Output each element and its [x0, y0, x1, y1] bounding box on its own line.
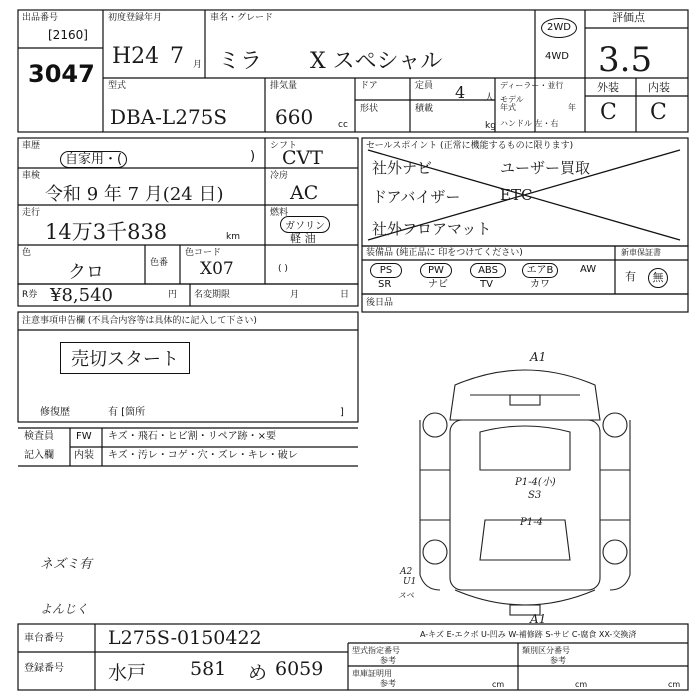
- color-code: X07: [200, 259, 234, 279]
- cat-label: 類別区分番号: [522, 646, 570, 655]
- diagram-front: A1: [530, 350, 547, 364]
- int-label: 内装: [648, 81, 670, 94]
- ext-grade: C: [600, 100, 617, 125]
- reg-era: H24: [112, 44, 160, 69]
- recycle-label: R券: [22, 290, 38, 300]
- equip-pw: PW: [420, 263, 452, 278]
- load-label: 積載: [415, 104, 434, 114]
- sales-item-5: 社外フロアマット: [372, 220, 492, 238]
- equip-aw: AW: [580, 264, 597, 275]
- type-cert-label: 型式指定番号: [352, 646, 400, 655]
- repair-close: ]: [340, 407, 344, 418]
- ac: AC: [290, 182, 319, 204]
- recycle-value: ¥8,540: [50, 285, 113, 306]
- sales-item-1: 社外ナビ: [372, 159, 433, 177]
- grade: X スペシャル: [310, 49, 443, 74]
- inspector-label-2: 記入欄: [24, 450, 54, 461]
- expiry-day: 日: [340, 290, 350, 300]
- cert-label: 車庫証明用: [352, 669, 392, 678]
- lot-number: 3047: [28, 60, 95, 88]
- chassis-label: 車台番号: [24, 633, 64, 644]
- plate-kana: め: [248, 662, 268, 684]
- sales-item-2: ユーザー買取: [500, 159, 591, 177]
- repair-value: 有 [箇所: [108, 407, 146, 418]
- cc-unit: cc: [338, 120, 348, 130]
- equip-leather: カワ: [530, 279, 550, 290]
- equip-ps: PS: [370, 263, 402, 278]
- plate-area: 水戸: [108, 662, 147, 684]
- mileage-label: 走行: [22, 208, 41, 218]
- kg-unit: kg: [485, 121, 496, 131]
- expiry-label: 名変期限: [194, 290, 231, 300]
- name-label: 車名・グレード: [210, 13, 274, 23]
- reg-month: 7: [170, 44, 184, 69]
- reg-label: 初度登録年月: [108, 13, 163, 23]
- color-num-label: 色番: [150, 258, 169, 268]
- car-diagram-outline: [420, 370, 630, 615]
- sales-item-4: ETC: [500, 186, 533, 204]
- cm-2: cm: [575, 680, 588, 689]
- inspection: 令和 9 年 7 月(24 日): [45, 184, 224, 205]
- diagram-roof-note: P1-4(小): [515, 477, 556, 488]
- fw-label: FW: [76, 431, 92, 442]
- shape-label: 形状: [360, 104, 379, 114]
- recycle-yen: 円: [168, 290, 178, 300]
- fuel-paren: ( ): [278, 264, 288, 274]
- plate-class: 581: [190, 658, 227, 680]
- memo-1: ネズミ有: [40, 557, 93, 572]
- guarantee-yes: 有: [625, 270, 636, 283]
- month-unit: 月: [193, 60, 203, 70]
- equip-navi: ナビ: [428, 279, 448, 290]
- person-unit: 人: [485, 93, 495, 103]
- car-name: ミラ: [218, 49, 263, 74]
- door-label: ドア: [360, 81, 378, 91]
- equip-sr: SR: [378, 279, 392, 290]
- score-label: 評価点: [612, 11, 645, 24]
- drive-2wd: 2WD: [541, 18, 577, 38]
- later-label: 後日品: [366, 298, 394, 308]
- shift: CVT: [282, 147, 323, 169]
- sales-label: セールスポイント (正常に機能するものに限ります): [366, 141, 574, 151]
- equip-airbag: エアB: [522, 263, 558, 278]
- cm-1: cm: [492, 680, 505, 689]
- guarantee-label: 新車保証書: [621, 248, 661, 257]
- shift-label: シフト: [270, 141, 298, 151]
- dealer-label: ディーラー・並行: [500, 81, 564, 90]
- fw-text: キズ・飛石・ヒビ割・リペア跡・×要: [108, 431, 276, 442]
- cc-value: 660: [275, 105, 314, 129]
- color: クロ: [68, 262, 104, 283]
- diagram-side-note3: スペ: [398, 591, 414, 600]
- equip-tv: TV: [480, 279, 493, 290]
- handle-label: ハンドル 左・右: [500, 119, 559, 128]
- memo-2: よんじく: [40, 602, 89, 616]
- ref-label-3: 参考: [380, 679, 396, 688]
- guarantee-no: 無: [648, 268, 668, 288]
- ref-label-1: 参考: [380, 656, 396, 665]
- fuel-label: 燃料: [270, 208, 289, 218]
- notes-label: 注意事項申告欄 (不具合内容等は具体的に記入して下さい): [22, 316, 257, 326]
- fuel-selected: ガソリン: [280, 216, 330, 233]
- diagram-roof-note2: S3: [528, 490, 542, 501]
- lot-label: 出品番号: [22, 13, 59, 23]
- model-label: 型式: [108, 81, 127, 91]
- plate-label: 登録番号: [24, 663, 64, 674]
- fuel-alt: 軽 油: [290, 232, 316, 245]
- equipment-label: 装備品 (純正品に 印をつけてください): [366, 248, 523, 258]
- color-label: 色: [22, 248, 32, 258]
- plate-num: 6059: [275, 658, 324, 680]
- cm-3: cm: [668, 680, 681, 689]
- notes-text: 売切スタート: [60, 342, 190, 374]
- color-code-label: 色コード: [185, 248, 222, 258]
- model-year-label: モデル年式: [500, 95, 524, 112]
- inspection-label: 車検: [22, 171, 41, 181]
- equip-abs: ABS: [470, 263, 506, 278]
- int-grade: C: [650, 100, 667, 125]
- history-close: ): [250, 149, 256, 164]
- capacity-label: 定員: [415, 81, 434, 91]
- inspector-label-1: 検査員: [24, 431, 54, 442]
- diagram-side-note: A2: [400, 567, 413, 577]
- int-label-cell: 内装: [74, 450, 94, 461]
- sales-item-3: ドアバイザー: [372, 188, 461, 206]
- expiry-month: 月: [290, 290, 300, 300]
- chassis: L275S-0150422: [108, 627, 262, 649]
- ref-label-2: 参考: [550, 656, 566, 665]
- diagram-rear: A1: [530, 612, 547, 626]
- ac-label: 冷房: [270, 171, 289, 181]
- model: DBA-L275S: [110, 105, 228, 129]
- history-selected: 自家用・(: [60, 151, 127, 168]
- cc-label: 排気量: [270, 81, 298, 91]
- score: 3.5: [598, 40, 653, 80]
- mileage: 14万3千838: [45, 220, 168, 244]
- diagram-side-note2: U1: [403, 577, 417, 587]
- drive-4wd: 4WD: [545, 51, 569, 62]
- km-unit: km: [226, 232, 240, 242]
- repair-label: 修復歴: [40, 407, 70, 418]
- diagram-legend: A-キズ E-エクボ U-凹み W-補修跡 S-サビ C-腐食 XX-交換済: [420, 630, 637, 639]
- diagram-center-note: P1-4: [520, 517, 543, 528]
- capacity: 4: [455, 83, 466, 102]
- history-value: [60, 148, 127, 167]
- history-label: 車歴: [22, 141, 41, 151]
- lot-code: [2160]: [48, 28, 88, 42]
- year-unit: 年: [568, 103, 576, 112]
- int-text: キズ・汚レ・コゲ・穴・ズレ・キレ・破レ: [108, 450, 298, 461]
- ext-label: 外装: [597, 81, 619, 94]
